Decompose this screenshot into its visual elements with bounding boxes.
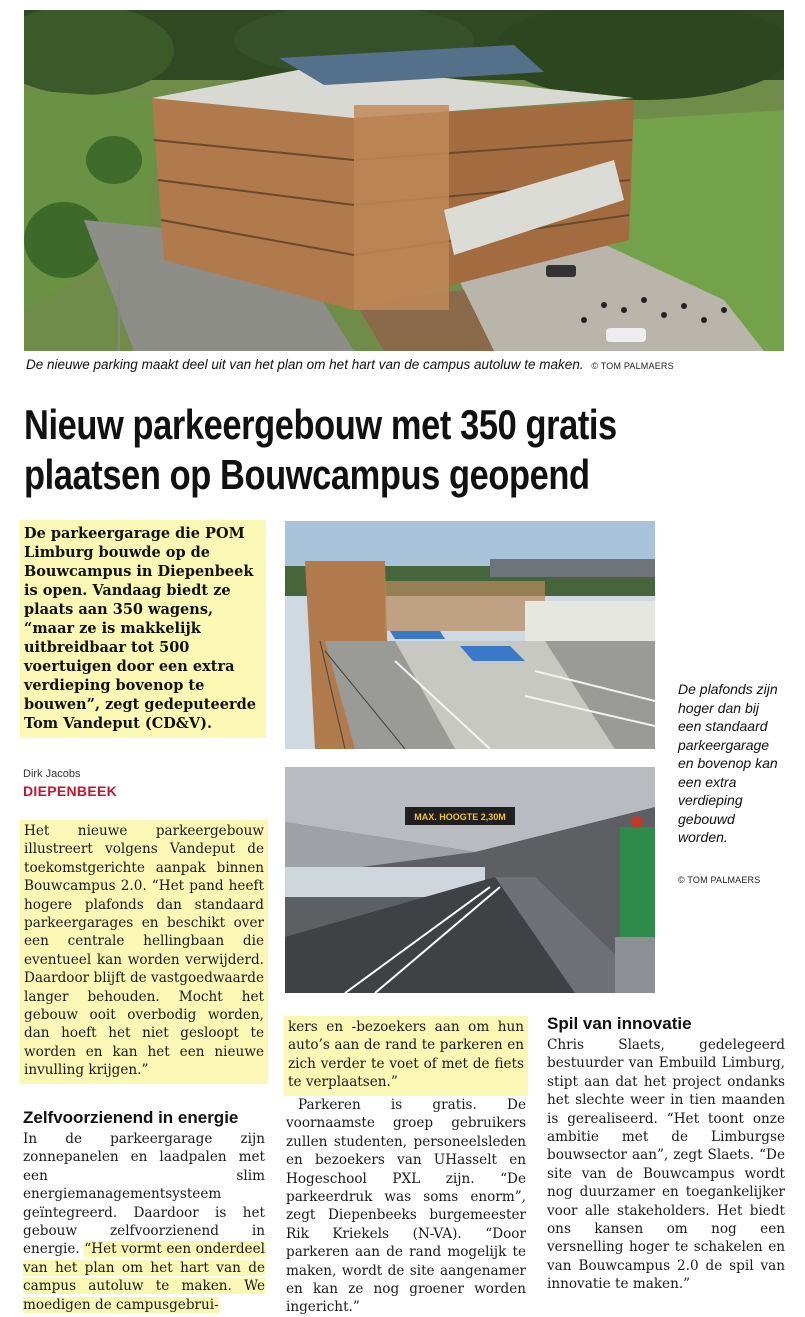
column1-subhead: Zelfvoorzienend in energie — [23, 1108, 239, 1127]
max-height-sign-text: MAX. HOOGTE 2,30M — [414, 812, 506, 822]
column1-para2-plain: In de parkeergarage zijn zonnepanelen en laadpalen met een slim energiemanagementsysteem geïntegreerd. Daardoor is het gebouw zelfvoorzienend in energie. — [23, 1131, 265, 1258]
column2-para1: kers en -bezoekers aan om hun auto’s aan de rand te parkeren en zich verder te voet of met de fiets te verplaatsen.” — [284, 1016, 528, 1096]
side-photo-caption: De plafonds zijn hoger dan bij een standaard parkeergarage en bovenop kan een extra verdieping gebouwd worden. — [678, 681, 778, 845]
column1-para1: Het nieuwe parkeergebouw illustreert volgens Vandeput de toekomstgerichte aanpak binnen Bouwcampus 2.0. “Het pand heeft hogere plafonds dan standaard parkeergarages en beschikt over een centrale hellingbaan die eventueel kan worden verwijderd. Daardoor blijft de vastgoedwaarde langer behouden. Mocht het gebouw ooit overbodig worden, dan hoeft het niet gesloopt te worden en kan het een nieuwe invulling krijgen.” — [20, 820, 268, 1084]
headline-line-1: Nieuw parkeergebouw met 350 gratis — [24, 401, 617, 448]
lead-paragraph: De parkeergarage die POM Limburg bouwde op de Bouwcampus in Diepenbeek is open. Vandaag biedt ze plaats aan 350 wagens, “maar ze is makkelijk uitbreidbaar tot 500 voertuigen door een extra verdieping bovenop te bouwen”, zegt gedeputeerde Tom Vandeput (CD&V). — [20, 520, 266, 738]
ramp-photo — [285, 767, 655, 993]
top-photo-credit: © TOM PALMAERS — [591, 361, 674, 371]
byline-dateline: DIEPENBEEK — [23, 783, 118, 799]
column3-subhead: Spil van innovatie — [547, 1014, 692, 1033]
top-photo-caption — [26, 357, 674, 372]
column1-para2 — [23, 1130, 265, 1314]
deck-photo — [285, 521, 655, 749]
side-photo-credit: © TOM PALMAERS — [678, 875, 761, 885]
headline-line-2: plaatsen op Bouwcampus geopend — [24, 451, 590, 498]
column2-para2: Parkeren is gratis. De voornaamste groep gebruikers zullen studenten, personeelsleden en bezoekers van UHasselt en Hogeschool PXL zijn. “De parkeerdruk was soms enorm”, zegt Diepenbeeks burgemeester Rik Kriekels (N-VA). “Door parkeren aan de rand mogelijk te maken, wordt de site aangenamer en kan ze nog groener worden ingericht.” — [286, 1097, 526, 1316]
column1-para2-highlight: “Het vormt een onderdeel van het plan om het hart van de campus autoluw te maken. We moedigen de campusgebrui- — [23, 1241, 265, 1313]
top-photo — [24, 10, 784, 351]
column3-para: Chris Slaets, gedelegeerd bestuurder van Embuild Limburg, stipt aan dat het project ondanks het slechte weer in tien maanden is gerealiseerd. “Het toont onze ambitie met de Limburgse bouwsector aan”, zegt Slaets. “De site van de Bouwcampus wordt nog duurzamer en toegankelijker voor alle stakeholders. Het biedt ons kansen om nog een versnelling hoger te schakelen en van Bouwcampus 2.0 de spil van innovatie te maken.” — [547, 1037, 785, 1293]
top-photo-caption-text: De nieuwe parking maakt deel uit van het plan om het hart van de campus autoluw te maken. — [26, 357, 584, 372]
headline — [24, 400, 617, 500]
byline-author: Dirk Jacobs — [23, 768, 81, 780]
